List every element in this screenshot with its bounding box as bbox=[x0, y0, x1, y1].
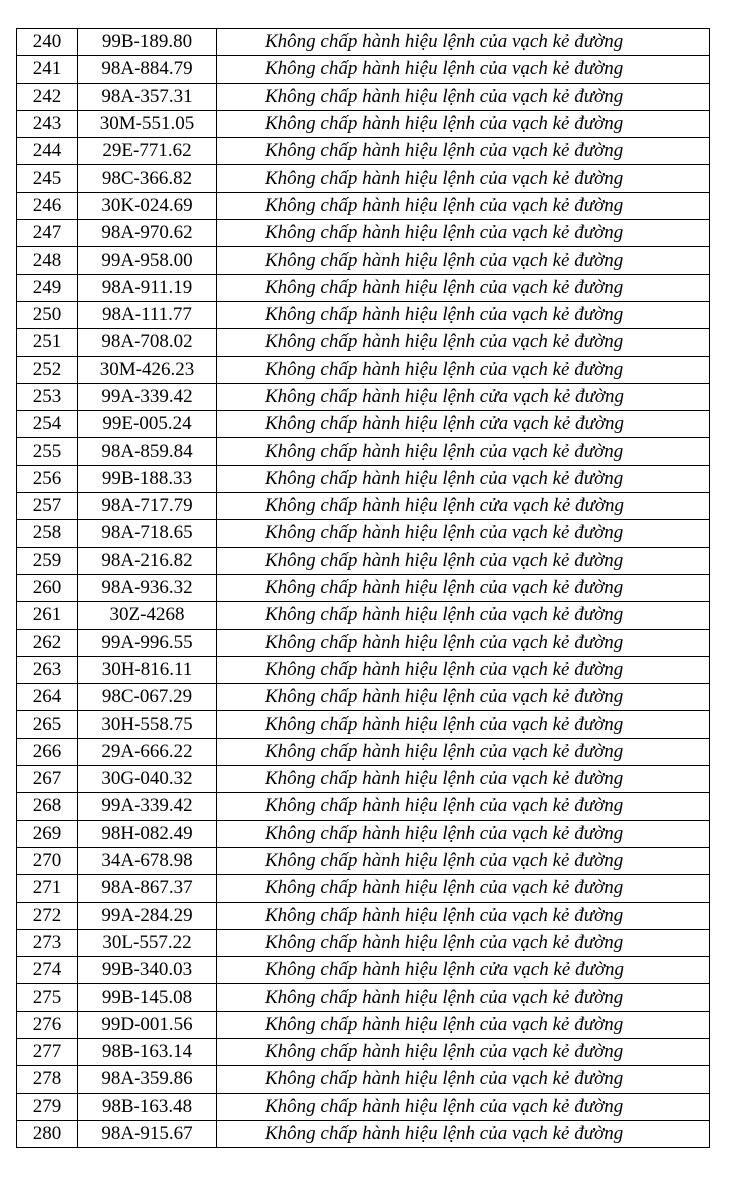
table-row bbox=[17, 929, 710, 956]
table-row bbox=[17, 1120, 710, 1147]
violation-cell: Không chấp hành hiệu lệnh của vạch kẻ đường bbox=[217, 1038, 710, 1065]
row-number-cell: 276 bbox=[17, 1011, 78, 1038]
violation-cell: Không chấp hành hiệu lệnh của vạch kẻ đường bbox=[217, 1066, 710, 1093]
license-plate-cell: 98B-163.48 bbox=[78, 1093, 217, 1120]
violation-cell: Không chấp hành hiệu lệnh của vạch kẻ đường bbox=[217, 1011, 710, 1038]
license-plate-cell: 98A-915.67 bbox=[78, 1120, 217, 1147]
violation-cell: Không chấp hành hiệu lệnh của vạch kẻ đường bbox=[217, 574, 710, 601]
violation-cell: Không chấp hành hiệu lệnh của vạch kẻ đường bbox=[217, 711, 710, 738]
license-plate-cell: 29A-666.22 bbox=[78, 738, 217, 765]
violation-cell: Không chấp hành hiệu lệnh của vạch kẻ đường bbox=[217, 165, 710, 192]
violation-cell: Không chấp hành hiệu lệnh của vạch kẻ đường bbox=[217, 29, 710, 56]
row-number-cell: 249 bbox=[17, 274, 78, 301]
license-plate-cell: 34A-678.98 bbox=[78, 847, 217, 874]
license-plate-cell: 98A-970.62 bbox=[78, 220, 217, 247]
violation-cell: Không chấp hành hiệu lệnh của vạch kẻ đường bbox=[217, 1093, 710, 1120]
row-number-cell: 258 bbox=[17, 520, 78, 547]
table-row bbox=[17, 793, 710, 820]
table-row bbox=[17, 574, 710, 601]
violation-cell: Không chấp hành hiệu lệnh của vạch kẻ đường bbox=[217, 220, 710, 247]
table-row bbox=[17, 684, 710, 711]
row-number-cell: 242 bbox=[17, 83, 78, 110]
violation-cell: Không chấp hành hiệu lệnh của vạch kẻ đường bbox=[217, 738, 710, 765]
row-number-cell: 271 bbox=[17, 875, 78, 902]
violation-cell: Không chấp hành hiệu lệnh của vạch kẻ đường bbox=[217, 138, 710, 165]
license-plate-cell: 98B-163.14 bbox=[78, 1038, 217, 1065]
table-row bbox=[17, 465, 710, 492]
row-number-cell: 259 bbox=[17, 547, 78, 574]
row-number-cell: 246 bbox=[17, 192, 78, 219]
row-number-cell: 247 bbox=[17, 220, 78, 247]
row-number-cell: 280 bbox=[17, 1120, 78, 1147]
violation-cell: Không chấp hành hiệu lệnh cửa vạch kẻ đường bbox=[217, 383, 710, 410]
license-plate-cell: 30L-557.22 bbox=[78, 929, 217, 956]
row-number-cell: 270 bbox=[17, 847, 78, 874]
table-row bbox=[17, 383, 710, 410]
row-number-cell: 250 bbox=[17, 301, 78, 328]
violation-cell: Không chấp hành hiệu lệnh của vạch kẻ đường bbox=[217, 329, 710, 356]
table-row bbox=[17, 766, 710, 793]
license-plate-cell: 98A-884.79 bbox=[78, 56, 217, 83]
row-number-cell: 277 bbox=[17, 1038, 78, 1065]
license-plate-cell: 99B-189.80 bbox=[78, 29, 217, 56]
violation-cell: Không chấp hành hiệu lệnh của vạch kẻ đường bbox=[217, 465, 710, 492]
violation-cell: Không chấp hành hiệu lệnh của vạch kẻ đường bbox=[217, 766, 710, 793]
license-plate-cell: 29E-771.62 bbox=[78, 138, 217, 165]
row-number-cell: 272 bbox=[17, 902, 78, 929]
license-plate-cell: 98A-718.65 bbox=[78, 520, 217, 547]
license-plate-cell: 99B-340.03 bbox=[78, 957, 217, 984]
table-row bbox=[17, 629, 710, 656]
violation-cell: Không chấp hành hiệu lệnh của vạch kẻ đường bbox=[217, 793, 710, 820]
row-number-cell: 257 bbox=[17, 493, 78, 520]
license-plate-cell: 98A-867.37 bbox=[78, 875, 217, 902]
violation-cell: Không chấp hành hiệu lệnh của vạch kẻ đường bbox=[217, 629, 710, 656]
license-plate-cell: 98A-911.19 bbox=[78, 274, 217, 301]
row-number-cell: 245 bbox=[17, 165, 78, 192]
row-number-cell: 274 bbox=[17, 957, 78, 984]
table-row bbox=[17, 301, 710, 328]
row-number-cell: 267 bbox=[17, 766, 78, 793]
table-row bbox=[17, 192, 710, 219]
table-row bbox=[17, 356, 710, 383]
violation-cell: Không chấp hành hiệu lệnh của vạch kẻ đường bbox=[217, 656, 710, 683]
license-plate-cell: 30H-558.75 bbox=[78, 711, 217, 738]
license-plate-cell: 98C-366.82 bbox=[78, 165, 217, 192]
table-row bbox=[17, 602, 710, 629]
table-row bbox=[17, 247, 710, 274]
violation-cell: Không chấp hành hiệu lệnh cửa vạch kẻ đường bbox=[217, 411, 710, 438]
table-row bbox=[17, 656, 710, 683]
table-row bbox=[17, 820, 710, 847]
violations-table bbox=[16, 28, 710, 1148]
violation-cell: Không chấp hành hiệu lệnh của vạch kẻ đường bbox=[217, 247, 710, 274]
row-number-cell: 273 bbox=[17, 929, 78, 956]
row-number-cell: 254 bbox=[17, 411, 78, 438]
license-plate-cell: 98A-359.86 bbox=[78, 1066, 217, 1093]
violation-cell: Không chấp hành hiệu lệnh của vạch kẻ đường bbox=[217, 1120, 710, 1147]
row-number-cell: 268 bbox=[17, 793, 78, 820]
row-number-cell: 248 bbox=[17, 247, 78, 274]
violation-cell: Không chấp hành hiệu lệnh của vạch kẻ đường bbox=[217, 192, 710, 219]
row-number-cell: 278 bbox=[17, 1066, 78, 1093]
license-plate-cell: 98H-082.49 bbox=[78, 820, 217, 847]
row-number-cell: 244 bbox=[17, 138, 78, 165]
row-number-cell: 255 bbox=[17, 438, 78, 465]
table-row bbox=[17, 493, 710, 520]
violation-cell: Không chấp hành hiệu lệnh cửa vạch kẻ đường bbox=[217, 493, 710, 520]
license-plate-cell: 98C-067.29 bbox=[78, 684, 217, 711]
violation-cell: Không chấp hành hiệu lệnh của vạch kẻ đường bbox=[217, 547, 710, 574]
table-row bbox=[17, 411, 710, 438]
violation-cell: Không chấp hành hiệu lệnh của vạch kẻ đường bbox=[217, 83, 710, 110]
license-plate-cell: 30M-551.05 bbox=[78, 110, 217, 137]
license-plate-cell: 99B-188.33 bbox=[78, 465, 217, 492]
table-row bbox=[17, 957, 710, 984]
table-row bbox=[17, 1093, 710, 1120]
table-row bbox=[17, 1038, 710, 1065]
row-number-cell: 243 bbox=[17, 110, 78, 137]
row-number-cell: 240 bbox=[17, 29, 78, 56]
license-plate-cell: 99A-958.00 bbox=[78, 247, 217, 274]
violations-table-body bbox=[17, 29, 710, 1148]
license-plate-cell: 99A-284.29 bbox=[78, 902, 217, 929]
license-plate-cell: 98A-357.31 bbox=[78, 83, 217, 110]
violation-cell: Không chấp hành hiệu lệnh của vạch kẻ đường bbox=[217, 110, 710, 137]
license-plate-cell: 30H-816.11 bbox=[78, 656, 217, 683]
row-number-cell: 279 bbox=[17, 1093, 78, 1120]
license-plate-cell: 99A-339.42 bbox=[78, 793, 217, 820]
row-number-cell: 265 bbox=[17, 711, 78, 738]
violation-cell: Không chấp hành hiệu lệnh của vạch kẻ đường bbox=[217, 301, 710, 328]
license-plate-cell: 99B-145.08 bbox=[78, 984, 217, 1011]
row-number-cell: 262 bbox=[17, 629, 78, 656]
table-row bbox=[17, 984, 710, 1011]
license-plate-cell: 98A-708.02 bbox=[78, 329, 217, 356]
row-number-cell: 263 bbox=[17, 656, 78, 683]
violation-cell: Không chấp hành hiệu lệnh của vạch kẻ đường bbox=[217, 438, 710, 465]
license-plate-cell: 98A-717.79 bbox=[78, 493, 217, 520]
license-plate-cell: 99A-339.42 bbox=[78, 383, 217, 410]
table-row bbox=[17, 56, 710, 83]
license-plate-cell: 98A-216.82 bbox=[78, 547, 217, 574]
table-row bbox=[17, 875, 710, 902]
row-number-cell: 264 bbox=[17, 684, 78, 711]
license-plate-cell: 30Z-4268 bbox=[78, 602, 217, 629]
row-number-cell: 252 bbox=[17, 356, 78, 383]
table-row bbox=[17, 29, 710, 56]
violation-cell: Không chấp hành hiệu lệnh của vạch kẻ đường bbox=[217, 356, 710, 383]
violation-cell: Không chấp hành hiệu lệnh của vạch kẻ đường bbox=[217, 875, 710, 902]
license-plate-cell: 98A-936.32 bbox=[78, 574, 217, 601]
license-plate-cell: 98A-859.84 bbox=[78, 438, 217, 465]
table-row bbox=[17, 1011, 710, 1038]
row-number-cell: 260 bbox=[17, 574, 78, 601]
table-row bbox=[17, 738, 710, 765]
violation-cell: Không chấp hành hiệu lệnh của vạch kẻ đường bbox=[217, 520, 710, 547]
table-row bbox=[17, 220, 710, 247]
row-number-cell: 253 bbox=[17, 383, 78, 410]
row-number-cell: 275 bbox=[17, 984, 78, 1011]
table-row bbox=[17, 329, 710, 356]
license-plate-cell: 99E-005.24 bbox=[78, 411, 217, 438]
violation-cell: Không chấp hành hiệu lệnh của vạch kẻ đường bbox=[217, 602, 710, 629]
table-row bbox=[17, 83, 710, 110]
violation-cell: Không chấp hành hiệu lệnh của vạch kẻ đường bbox=[217, 984, 710, 1011]
license-plate-cell: 99D-001.56 bbox=[78, 1011, 217, 1038]
violation-cell: Không chấp hành hiệu lệnh của vạch kẻ đường bbox=[217, 274, 710, 301]
license-plate-cell: 98A-111.77 bbox=[78, 301, 217, 328]
license-plate-cell: 99A-996.55 bbox=[78, 629, 217, 656]
row-number-cell: 266 bbox=[17, 738, 78, 765]
row-number-cell: 251 bbox=[17, 329, 78, 356]
violation-cell: Không chấp hành hiệu lệnh của vạch kẻ đường bbox=[217, 902, 710, 929]
table-row bbox=[17, 165, 710, 192]
table-row bbox=[17, 520, 710, 547]
violation-cell: Không chấp hành hiệu lệnh của vạch kẻ đường bbox=[217, 684, 710, 711]
license-plate-cell: 30M-426.23 bbox=[78, 356, 217, 383]
table-row bbox=[17, 547, 710, 574]
table-row bbox=[17, 711, 710, 738]
table-row bbox=[17, 110, 710, 137]
license-plate-cell: 30G-040.32 bbox=[78, 766, 217, 793]
table-row bbox=[17, 274, 710, 301]
violation-cell: Không chấp hành hiệu lệnh của vạch kẻ đường bbox=[217, 847, 710, 874]
row-number-cell: 261 bbox=[17, 602, 78, 629]
license-plate-cell: 30K-024.69 bbox=[78, 192, 217, 219]
row-number-cell: 241 bbox=[17, 56, 78, 83]
table-row bbox=[17, 438, 710, 465]
row-number-cell: 269 bbox=[17, 820, 78, 847]
violation-cell: Không chấp hành hiệu lệnh của vạch kẻ đường bbox=[217, 820, 710, 847]
table-row bbox=[17, 847, 710, 874]
table-row bbox=[17, 902, 710, 929]
violation-cell: Không chấp hành hiệu lệnh của vạch kẻ đường bbox=[217, 929, 710, 956]
row-number-cell: 256 bbox=[17, 465, 78, 492]
violation-cell: Không chấp hành hiệu lệnh cửa vạch kẻ đường bbox=[217, 957, 710, 984]
table-row bbox=[17, 1066, 710, 1093]
table-row bbox=[17, 138, 710, 165]
violation-cell: Không chấp hành hiệu lệnh của vạch kẻ đường bbox=[217, 56, 710, 83]
